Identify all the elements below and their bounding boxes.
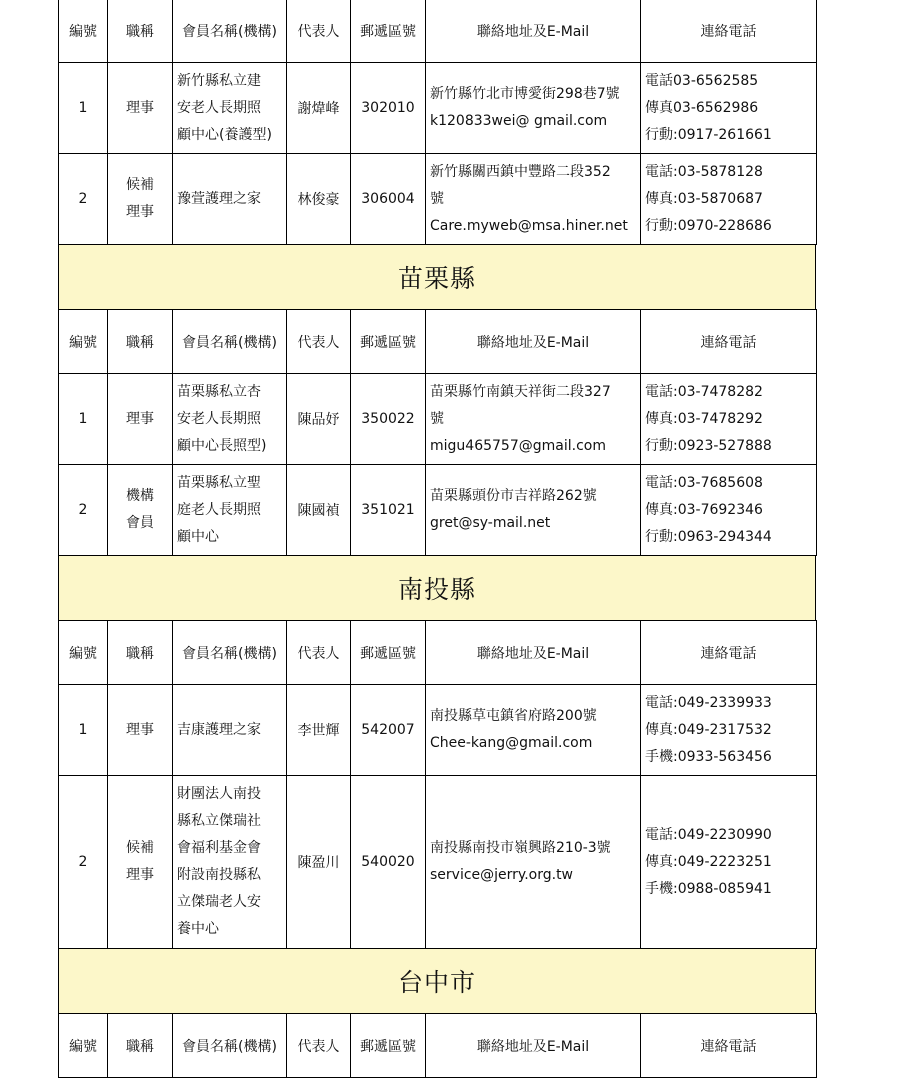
contact-phones [641,465,817,556]
header-phone: 連絡電話 [641,621,817,685]
postal-code: 540020 [351,776,426,949]
member-name-line: 立傑瑞老人安 [177,894,261,910]
header-rep: 代表人 [287,0,351,63]
region-heading: 南投縣 [58,556,816,620]
region-heading: 苗栗縣 [58,245,816,309]
title-line: 理事 [126,721,154,738]
contact-phones [641,776,817,949]
address-line: service@jerry.org.tw [430,867,574,883]
address-line: 苗栗縣竹南鎮天祥街二段327 [430,383,611,400]
header-title: 職稱 [108,310,173,374]
row-number: 1 [59,63,108,154]
phone-line: 電話:049-2230990 [645,826,772,843]
row-number: 1 [59,685,108,776]
postal-code: 302010 [351,63,426,154]
member-name-line: 縣私立傑瑞社 [177,813,261,829]
member-name-line: 安老人長期照 [177,410,261,427]
table-row [59,374,817,465]
member-name-line: 附設南投縣私 [177,867,261,883]
phone-line: 傳真03-6562986 [645,99,759,116]
address-email [426,63,641,154]
title-line: 候補 [126,840,154,856]
contact-phones [641,374,817,465]
header-row [59,1014,817,1078]
member-name [173,685,287,776]
address-email [426,374,641,465]
title-line: 理事 [126,410,154,427]
title-line: 候補 [126,177,154,193]
header-member: 會員名稱(機構) [173,1014,287,1078]
member-table [58,620,817,949]
address-line: k120833wei@ gmail.com [430,113,608,129]
header-rep: 代表人 [287,621,351,685]
header-no: 編號 [59,1014,108,1078]
address-line: Chee-kang@gmail.com [430,735,593,751]
header-phone: 連絡電話 [641,310,817,374]
table-row [59,776,817,949]
header-no: 編號 [59,310,108,374]
address-line: 號 [430,410,444,427]
header-address: 聯絡地址及E-Mail [426,621,641,685]
member-directory [58,0,816,1078]
representative: 陳品妤 [287,374,351,465]
postal-code: 306004 [351,154,426,245]
member-name-line: 豫萱護理之家 [177,190,261,207]
table-row [59,154,817,245]
title-line: 機構 [126,488,154,504]
member-name [173,465,287,556]
phone-line: 手機:0988-085941 [645,880,772,897]
header-zip: 郵遞區號 [351,0,426,63]
row-number: 2 [59,776,108,949]
member-name [173,63,287,154]
member-name-line: 財團法人南投 [177,786,261,802]
member-name-line: 安老人長期照 [177,99,261,116]
contact-phones [641,154,817,245]
header-member: 會員名稱(機構) [173,621,287,685]
member-name-line: 顧中心 [177,528,219,545]
header-no: 編號 [59,621,108,685]
member-table [58,0,817,245]
header-member: 會員名稱(機構) [173,310,287,374]
header-title: 職稱 [108,1014,173,1078]
phone-line: 傳真:049-2223251 [645,853,772,870]
representative: 謝煒峰 [287,63,351,154]
phone-line: 電話:049-2339933 [645,694,772,711]
member-title [108,63,173,154]
representative: 李世輝 [287,685,351,776]
member-table [58,1013,817,1078]
row-number: 2 [59,465,108,556]
address-line: 苗栗縣頭份市吉祥路262號 [430,488,597,504]
phone-line: 電話:03-7685608 [645,474,763,491]
member-name-line: 顧中心長照型) [177,437,267,454]
postal-code: 350022 [351,374,426,465]
member-name [173,374,287,465]
address-line: 號 [430,190,444,207]
header-zip: 郵遞區號 [351,310,426,374]
member-table [58,309,817,556]
row-number: 2 [59,154,108,245]
header-phone: 連絡電話 [641,1014,817,1078]
address-line: Care.myweb@msa.hiner.net [430,217,628,234]
title-line: 理事 [126,99,154,116]
contact-phones [641,685,817,776]
phone-line: 電話:03-7478282 [645,383,763,400]
member-title [108,374,173,465]
region-heading: 台中市 [58,949,816,1013]
phone-line: 行動:0923-527888 [645,437,772,454]
phone-line: 行動:0963-294344 [645,528,772,545]
address-email [426,685,641,776]
member-title [108,685,173,776]
member-name-line: 庭老人長期照 [177,501,261,518]
header-phone: 連絡電話 [641,0,817,63]
member-name-line: 會福利基金會 [177,840,261,856]
member-name-line: 養中心 [177,921,219,937]
title-line: 理事 [126,204,154,220]
representative: 林俊豪 [287,154,351,245]
representative: 陳國禎 [287,465,351,556]
header-row [59,310,817,374]
header-address: 聯絡地址及E-Mail [426,1014,641,1078]
postal-code: 542007 [351,685,426,776]
representative: 陳盈川 [287,776,351,949]
member-name-line: 新竹縣私立建 [177,72,261,89]
phone-line: 傳真:049-2317532 [645,721,772,738]
member-name-line: 苗栗縣私立聖 [177,474,261,491]
address-email [426,776,641,949]
phone-line: 傳真:03-5870687 [645,190,763,207]
address-email [426,465,641,556]
member-name-line: 苗栗縣私立杏 [177,383,261,400]
address-email [426,154,641,245]
row-number: 1 [59,374,108,465]
member-name-line: 吉康護理之家 [177,721,261,738]
member-title [108,154,173,245]
header-row [59,621,817,685]
phone-line: 行動:0970-228686 [645,217,772,234]
address-line: 新竹縣關西鎮中豐路二段352 [430,163,611,180]
title-line: 理事 [126,867,154,883]
table-row [59,685,817,776]
header-title: 職稱 [108,0,173,63]
phone-line: 傳真:03-7478292 [645,410,763,427]
phone-line: 手機:0933-563456 [645,748,772,765]
table-row [59,465,817,556]
address-line: migu465757@gmail.com [430,437,606,454]
phone-line: 行動:0917-261661 [645,126,772,143]
header-zip: 郵遞區號 [351,621,426,685]
address-line: 南投縣草屯鎮省府路200號 [430,708,597,724]
member-title [108,465,173,556]
address-line: gret@sy-mail.net [430,515,551,531]
phone-line: 傳真:03-7692346 [645,501,763,518]
header-address: 聯絡地址及E-Mail [426,0,641,63]
header-rep: 代表人 [287,310,351,374]
phone-line: 電話:03-5878128 [645,163,763,180]
contact-phones [641,63,817,154]
member-name [173,154,287,245]
title-line: 會員 [126,515,154,531]
address-line: 南投縣南投市嶺興路210-3號 [430,840,611,856]
header-title: 職稱 [108,621,173,685]
postal-code: 351021 [351,465,426,556]
member-title [108,776,173,949]
header-address: 聯絡地址及E-Mail [426,310,641,374]
phone-line: 電話03-6562585 [645,72,759,89]
member-name [173,776,287,949]
header-member: 會員名稱(機構) [173,0,287,63]
header-rep: 代表人 [287,1014,351,1078]
address-line: 新竹縣竹北市博愛街298巷7號 [430,86,620,102]
header-row [59,0,817,63]
table-row [59,63,817,154]
member-name-line: 顧中心(養護型) [177,126,272,143]
header-zip: 郵遞區號 [351,1014,426,1078]
header-no: 編號 [59,0,108,63]
